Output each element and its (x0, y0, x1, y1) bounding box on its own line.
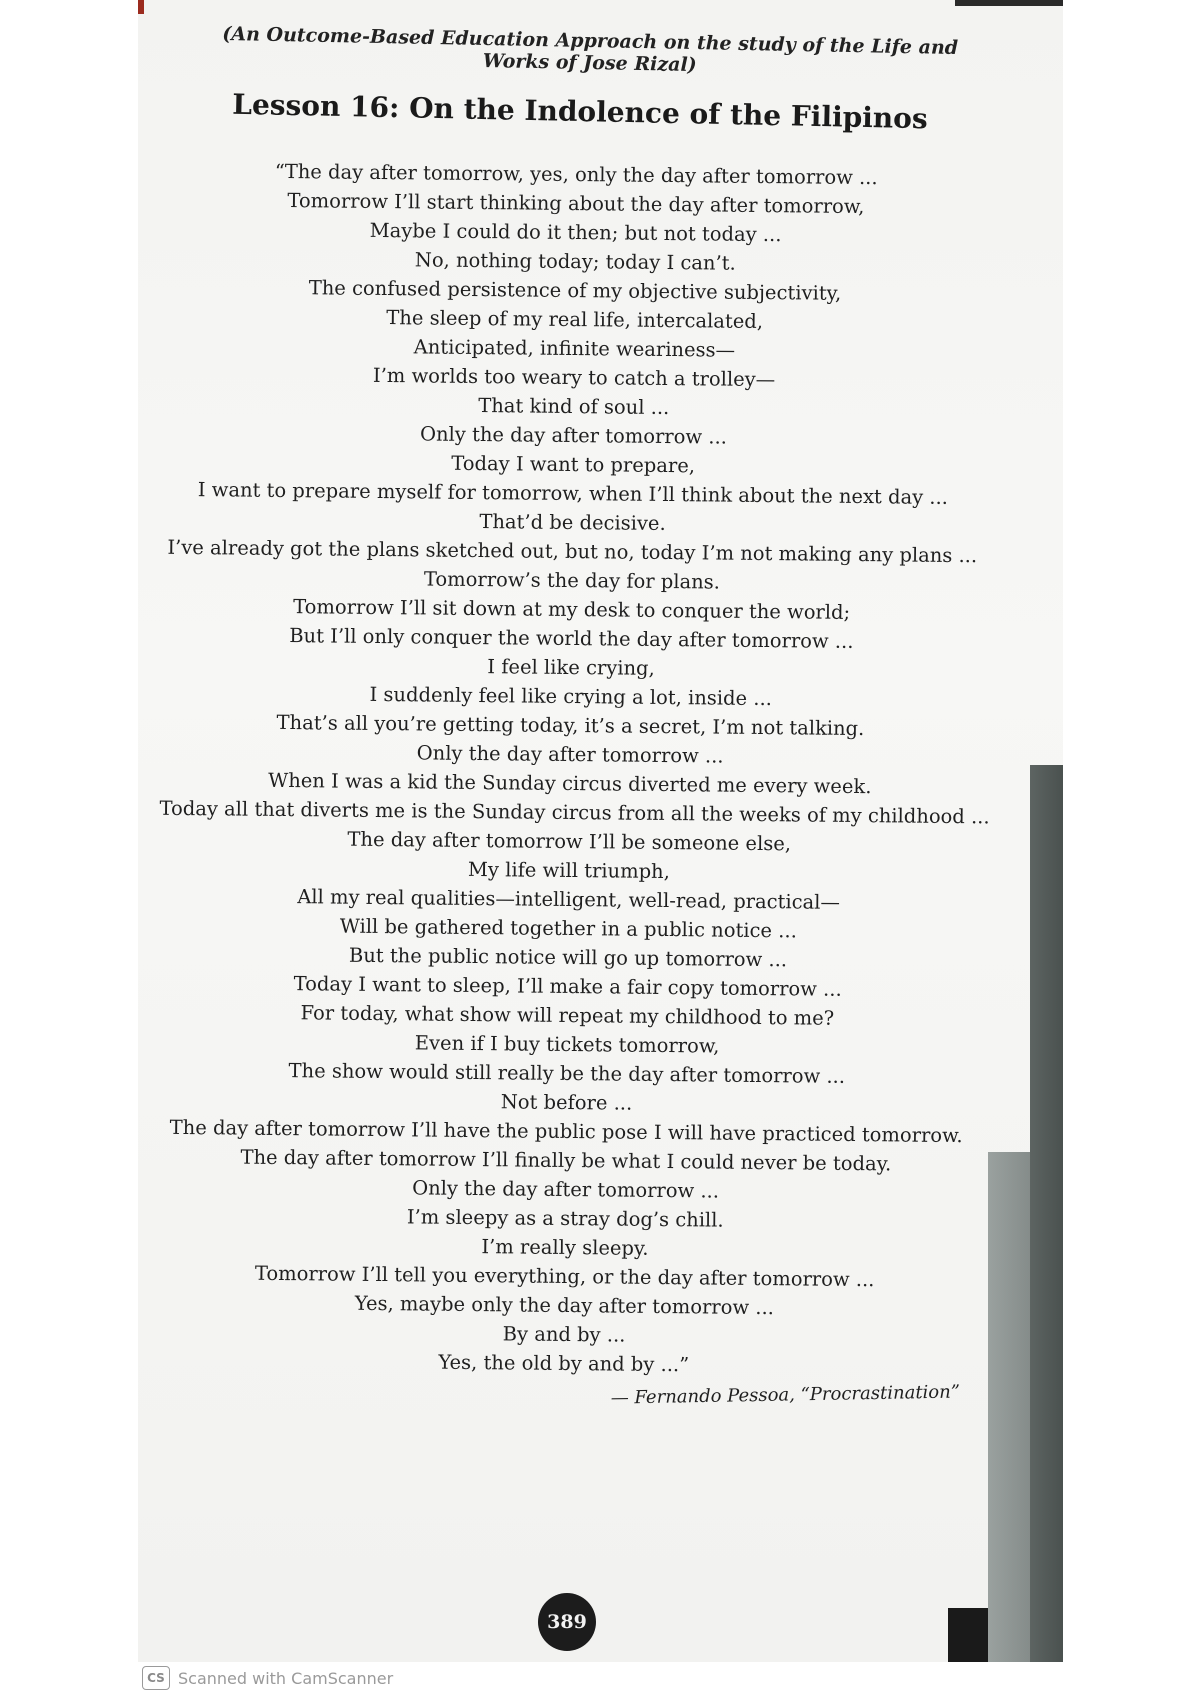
poem-line: Even if I buy tickets tomorrow, (414, 1031, 720, 1058)
poem-line: Tomorrow I’ll sit down at my desk to conquer the world; (293, 595, 851, 624)
poem-line: Only the day after tomorrow ... (412, 1176, 720, 1203)
poem-line: Tomorrow I’ll start thinking about the day after tomorrow, (287, 189, 865, 219)
poem-line: The day after tomorrow I’ll have the public pose I will have practiced tomorrow. (169, 1115, 963, 1148)
poem-line: Only the day after tomorrow ... (419, 422, 728, 449)
running-header: (An Outcome-Based Education Approach on the study of the Life and Works of Jose Rizal) (222, 22, 959, 77)
corner-mark (138, 0, 144, 14)
poem-line: I want to prepare myself for tomorrow, when I’ll think about the next day ... (197, 478, 949, 509)
poem-line: The day after tomorrow I’ll be someone else, (347, 827, 792, 856)
poem-line: The sleep of my real life, intercalated, (386, 306, 764, 333)
poem-line: Will be gathered together in a public notice ... (339, 914, 797, 943)
poem-line: Maybe I could do it then; but not today ... (369, 218, 782, 247)
camscanner-logo-icon: CS (142, 1666, 170, 1690)
poem-line: The show would still really be the day after tomorrow ... (288, 1059, 846, 1088)
watermark-text: Scanned with CamScanner (178, 1668, 394, 1688)
poem-line: Yes, the old by and by ...” (438, 1350, 690, 1377)
poem-line: The day after tomorrow I’ll finally be what I could never be today. (240, 1145, 892, 1176)
poem-line: No, nothing today; today I can’t. (414, 248, 736, 275)
poem-line: Tomorrow’s the day for plans. (423, 567, 721, 594)
page-number: 389 (538, 1593, 596, 1651)
poem-line: I suddenly feel like crying a lot, inside ... (369, 682, 773, 711)
poem-line: That’s all you’re getting today, it’s a secret, I’m not talking. (276, 710, 865, 741)
poem-attribution: — Fernando Pessoa, “Procrastination” (610, 1381, 961, 1409)
poem-line: “The day after tomorrow, yes, only the day after tomorrow ... (274, 159, 878, 190)
poem-line: That kind of soul ... (478, 394, 670, 420)
poem-line: But the public notice will go up tomorrow ... (348, 943, 788, 972)
poem-line: For today, what show will repeat my childhood to me? (300, 1001, 835, 1030)
top-edge-bar (955, 0, 1063, 6)
edge-tab-light (988, 1152, 1030, 1662)
poem-line: Today I want to prepare, (451, 451, 696, 478)
poem-line: I’m really sleepy. (481, 1235, 649, 1260)
scanner-watermark (142, 1664, 393, 1692)
poem-line: I feel like crying, (487, 655, 655, 680)
lesson-title: Lesson 16: On the Indolence of the Filipinos (231, 87, 929, 136)
poem-line: My life will triumph, (467, 857, 671, 884)
poem-line: But I’ll only conquer the world the day after tomorrow ... (289, 624, 854, 653)
poem-line: Anticipated, infinite weariness— (413, 335, 736, 362)
edge-tab-dark (1030, 765, 1063, 1662)
poem-line: All my real qualities—intelligent, well-read, practical— (297, 885, 841, 914)
poem-line: That’d be decisive. (479, 510, 666, 535)
poem-line: Only the day after tomorrow ... (416, 741, 724, 768)
poem-line: When I was a kid the Sunday circus diverted me every week. (268, 768, 872, 799)
poem-line: Today all that diverts me is the Sunday circus from all the weeks of my childhood ... (159, 796, 990, 829)
poem (154, 156, 990, 1383)
poem-line: Today I want to sleep, I’ll make a fair copy tomorrow ... (293, 972, 842, 1001)
poem-line: I’m worlds too weary to catch a trolley— (372, 363, 776, 392)
poem-line: I’m sleepy as a stray dog’s chill. (406, 1205, 724, 1232)
poem-line: Tomorrow I’ll tell you everything, or the day after tomorrow ... (254, 1261, 875, 1292)
edge-tab-black (948, 1608, 988, 1662)
poem-line: Yes, maybe only the day after tomorrow ... (354, 1291, 775, 1320)
poem-line: Not before ... (500, 1090, 633, 1115)
poem-line: By and by ... (502, 1322, 626, 1347)
poem-line: The confused persistence of my objective subjectivity, (308, 276, 842, 305)
poem-line: I’ve already got the plans sketched out, but no, today I’m not making any plans ... (167, 535, 978, 568)
